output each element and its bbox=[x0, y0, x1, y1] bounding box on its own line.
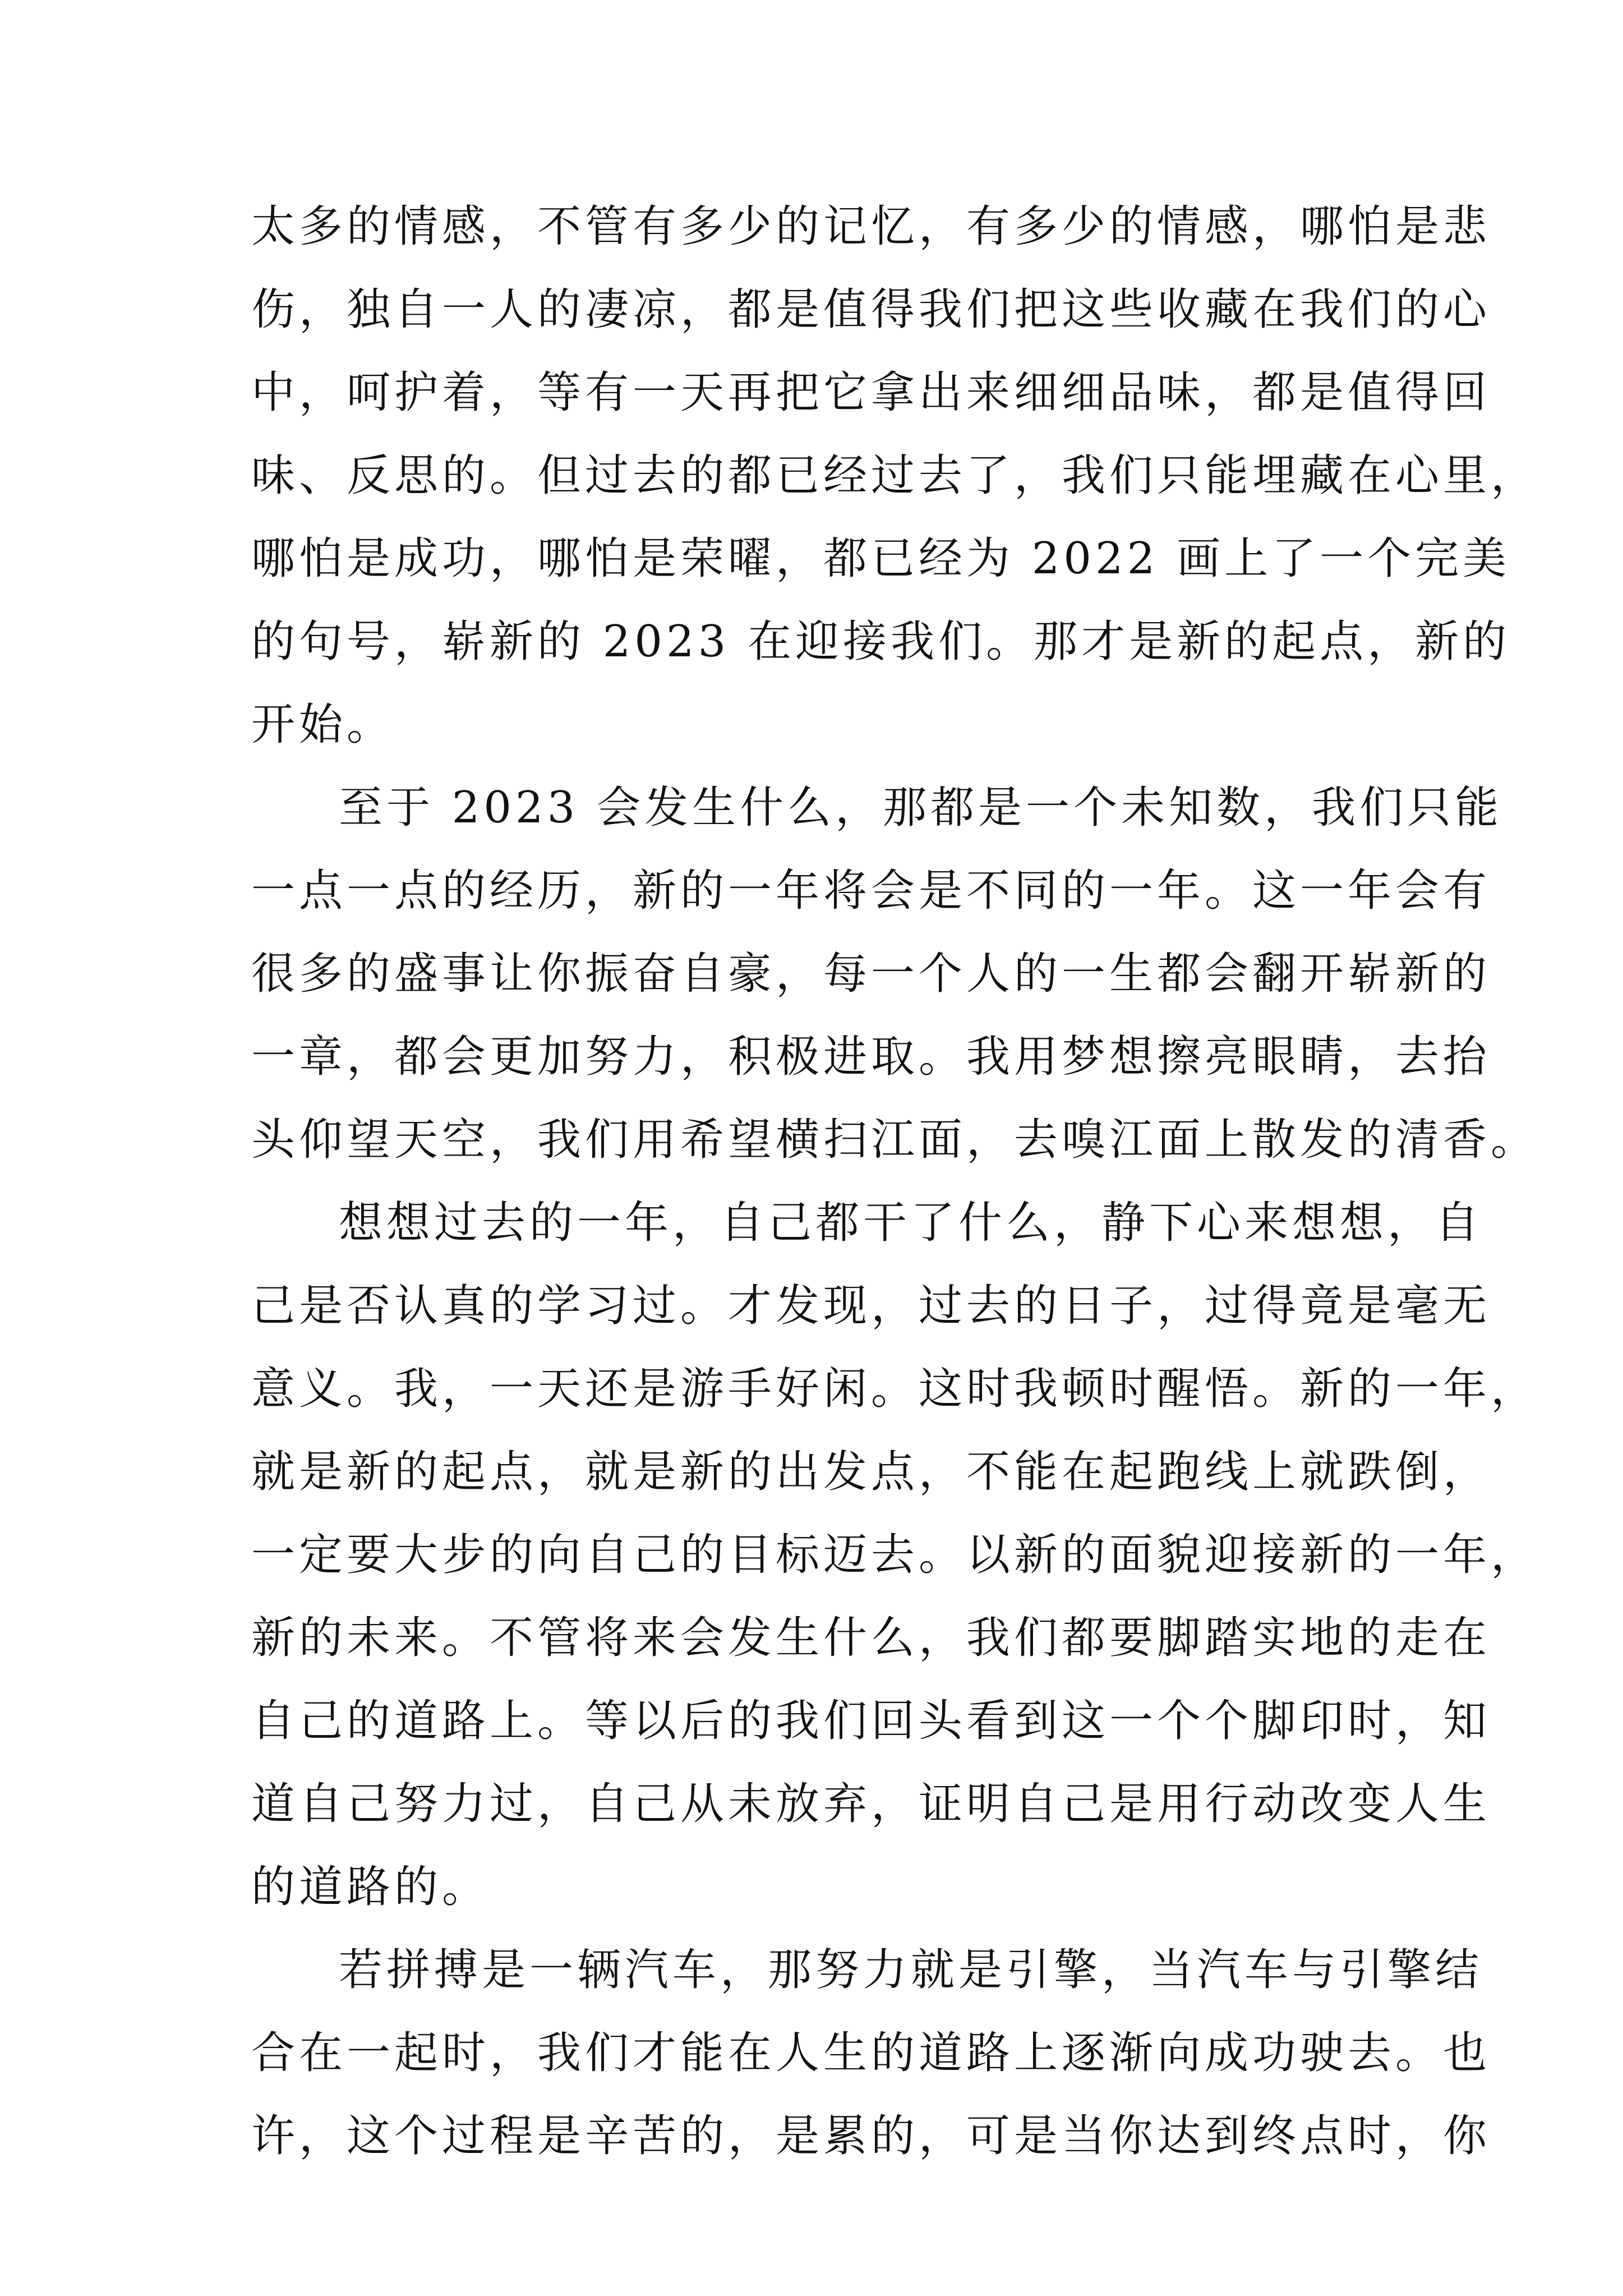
text-line: 太多的情感，不管有多少的记忆，有多少的情感，哪怕是悲 bbox=[251, 201, 1491, 252]
text-line: 的道路的。 bbox=[251, 1862, 490, 1912]
text-line: 味、反思的。但过去的都已经过去了，我们只能埋藏在心里， bbox=[251, 450, 1539, 501]
text-line: 一章，都会更加努力，积极进取。我用梦想擦亮眼睛，去抬 bbox=[251, 1032, 1491, 1082]
paragraph-1 bbox=[251, 201, 1539, 750]
text-line: 意义。我，一天还是游手好闲。这时我顿时醒悟。新的一年， bbox=[251, 1364, 1539, 1414]
text-line: 开始。 bbox=[251, 700, 395, 750]
text-line: 己是否认真的学习过。才发现，过去的日子，过得竟是毫无 bbox=[251, 1281, 1491, 1331]
paragraph-3 bbox=[251, 1198, 1539, 1912]
text-line: 至于 2023 会发生什么，那都是一个未知数，我们只能 bbox=[339, 783, 1503, 833]
text-line: 许，这个过程是辛苦的，是累的，可是当你达到终点时，你 bbox=[251, 2111, 1491, 2161]
text-line: 很多的盛事让你振奋自豪，每一个人的一生都会翻开崭新的 bbox=[251, 949, 1491, 999]
text-line: 若拼搏是一辆汽车，那努力就是引擎，当汽车与引擎结 bbox=[339, 1945, 1483, 1995]
paragraph-2 bbox=[251, 783, 1539, 1165]
text-line: 合在一起时，我们才能在人生的道路上逐渐向成功驶去。也 bbox=[251, 2028, 1491, 2078]
text-line: 想想过去的一年，自己都干了什么，静下心来想想，自 bbox=[339, 1198, 1483, 1248]
text-line: 伤，独自一人的凄凉，都是值得我们把这些收藏在我们的心 bbox=[251, 284, 1491, 335]
text-line: 中，呵护着，等有一天再把它拿出来细细品味，都是值得回 bbox=[251, 367, 1491, 418]
text-line: 一点一点的经历，新的一年将会是不同的一年。这一年会有 bbox=[251, 866, 1491, 916]
text-line: 的句号，崭新的 2023 在迎接我们。那才是新的起点，新的 bbox=[251, 616, 1511, 667]
text-line: 就是新的起点，就是新的出发点，不能在起跑线上就跌倒， bbox=[251, 1447, 1491, 1497]
text-line: 一定要大步的向自己的目标迈去。以新的面貌迎接新的一年， bbox=[251, 1530, 1539, 1580]
paragraph-4 bbox=[251, 1945, 1491, 2161]
document-body bbox=[251, 201, 1539, 2197]
text-line: 新的未来。不管将来会发生什么，我们都要脚踏实地的走在 bbox=[251, 1613, 1491, 1663]
text-line: 道自己努力过，自己从未放弃，证明自己是用行动改变人生 bbox=[251, 1779, 1491, 1829]
text-line: 头仰望天空，我们用希望横扫江面，去嗅江面上散发的清香。 bbox=[251, 1115, 1539, 1165]
text-line: 自己的道路上。等以后的我们回头看到这一个个脚印时，知 bbox=[251, 1696, 1491, 1746]
text-line: 哪怕是成功，哪怕是荣曜，都已经为 2022 画上了一个完美 bbox=[251, 533, 1511, 584]
